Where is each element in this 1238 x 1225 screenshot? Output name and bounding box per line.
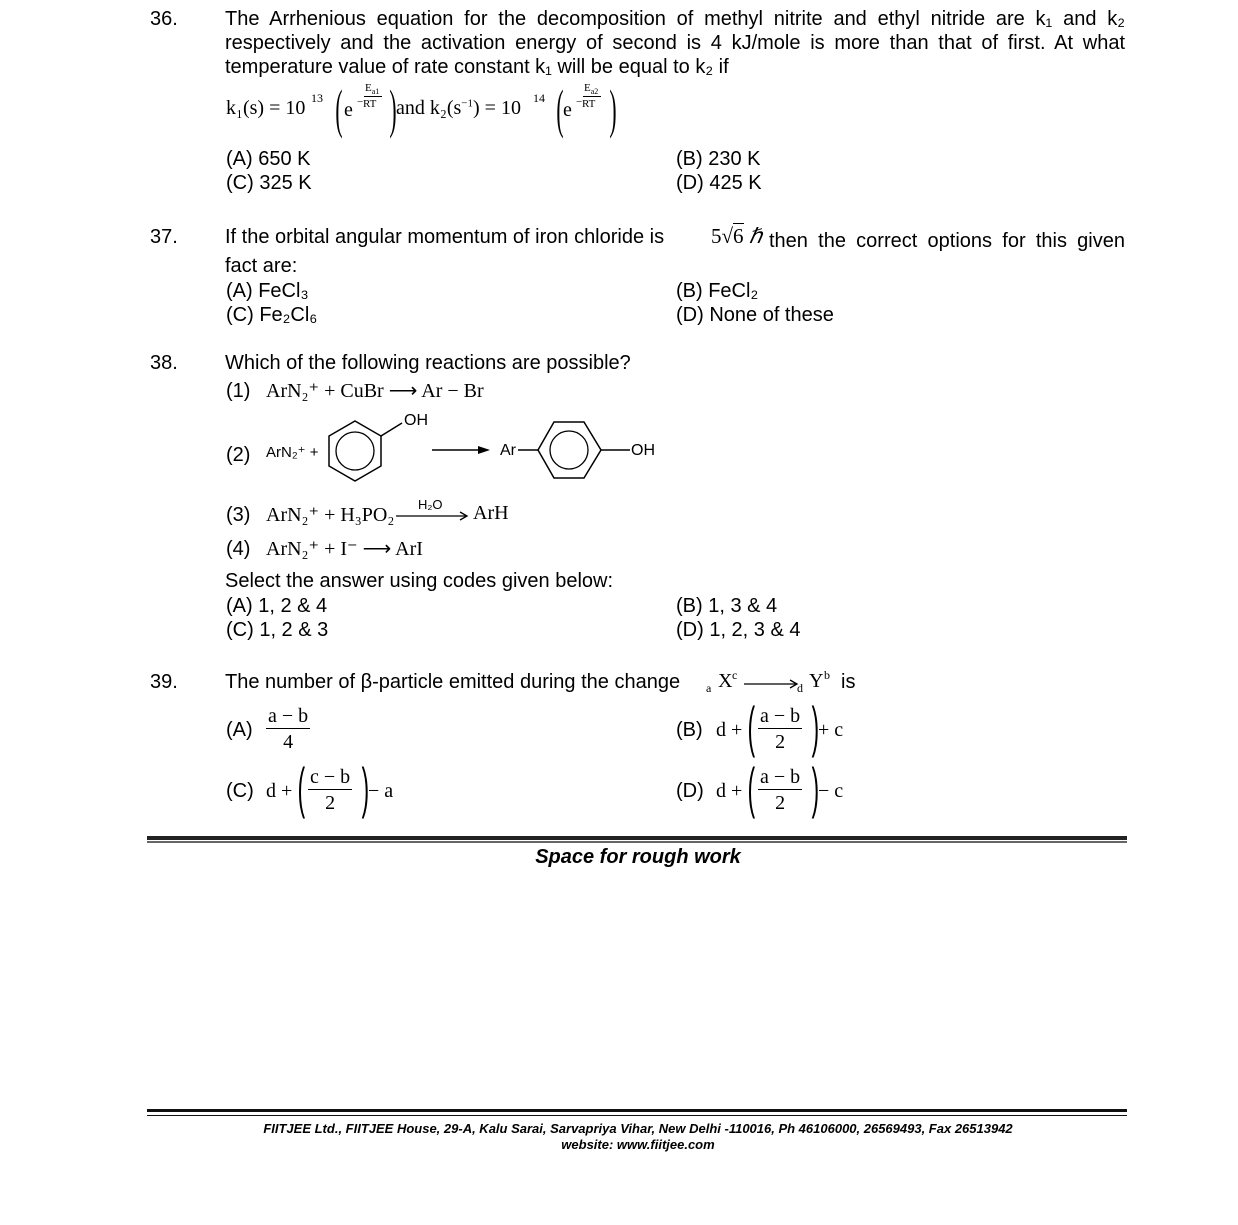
q39-option-c-paren-open: ( — [297, 756, 306, 819]
eq-rt1: RT — [363, 98, 377, 110]
reaction-3-over: H₂O — [418, 497, 443, 512]
q37-option-d[interactable]: (D) None of these — [676, 304, 834, 326]
eq-paren-open-2: ( — [556, 79, 564, 139]
reaction-3-arrow — [396, 510, 472, 522]
eq-minus-2: − — [576, 96, 583, 108]
q38-option-d[interactable]: (D) 1, 2, 3 & 4 — [676, 619, 801, 641]
phenol-ring — [329, 421, 381, 481]
reaction-3-left: ArN₂⁺ + H₃PO₂ — [266, 504, 395, 526]
eq-frac-line-2 — [583, 96, 601, 97]
q37-option-c[interactable]: (C) Fe₂Cl₆ — [226, 304, 318, 326]
eq-e2: e — [563, 99, 572, 121]
eq-mid: and $k_2(s^{-1}) = 10$ — [396, 97, 521, 119]
eq-k1: k₁(s) = 10 — [226, 97, 306, 119]
q38-option-a[interactable]: (A) 1, 2 & 4 — [226, 595, 328, 617]
question-37-sqrt: 5√6 ℏ — [711, 224, 763, 248]
question-39-text-pre: The number of β-particle emitted during the change — [225, 671, 681, 693]
reaction-2-arrowhead — [478, 446, 490, 454]
footer-address: FIITJEE Ltd., FIITJEE House, 29-A, Kalu Sarai, Sarvapriya Vihar, New Delhi -110016, Ph 46106000, 26569493, Fax 26513942 — [263, 1121, 1013, 1136]
q39-option-c-fraction: c − b 2 — [310, 766, 351, 814]
q36-option-b[interactable]: (B) 230 K — [676, 148, 761, 170]
eq-e1: e — [344, 99, 353, 121]
phenol-oh-bond — [381, 423, 402, 436]
question-37-text-post-line1: then the correct options for this given — [769, 230, 1125, 252]
q39-option-b-pre: d + — [716, 719, 743, 741]
question-38-select: Select the answer using codes given below: — [225, 570, 614, 592]
q39-option-d-fraction: a − b 2 — [760, 766, 801, 814]
q39-option-c-paren-close: ) — [361, 756, 370, 819]
question-38-text: Which of the following reactions are possible? — [225, 352, 631, 374]
q39-option-b-paren-close: ) — [811, 695, 820, 758]
product-ar-label: Ar — [500, 442, 516, 459]
footer-rule-thin — [147, 1115, 1127, 1116]
eq-exp2: 14 — [533, 91, 545, 105]
q39-option-b-paren-open: ( — [747, 695, 756, 758]
q38-option-b[interactable]: (B) 1, 3 & 4 — [676, 595, 778, 617]
reaction-2-reactant: ArN₂⁺ + — [266, 444, 319, 461]
q39-option-b-fraction: a − b 2 — [760, 705, 801, 753]
q39-option-a-fraction: a − b 4 — [268, 705, 309, 753]
reaction-3-right: ArH — [473, 502, 509, 524]
q39-option-c-label[interactable]: (C) — [226, 780, 254, 802]
q36-option-c[interactable]: (C) 325 K — [226, 172, 312, 194]
eq-paren-close-1: ) — [389, 79, 397, 139]
rough-work-rule-thin — [147, 841, 1127, 843]
reaction-3-label: (3) — [226, 504, 251, 526]
footer-rule — [147, 1109, 1127, 1112]
q39-option-d-paren-close: ) — [811, 756, 820, 819]
q36-option-d[interactable]: (D) 425 K — [676, 172, 762, 194]
reaction-1: ArN₂⁺ + CuBr ⟶ Ar − Br — [266, 380, 484, 402]
question-number-38: 38. — [150, 352, 178, 374]
rough-work-label: Space for rough work — [535, 846, 741, 868]
q39-option-c-post: − a — [368, 780, 394, 802]
eq-paren-close-2: ) — [609, 79, 617, 139]
question-number-39: 39. — [150, 671, 178, 693]
reaction-4: ArN₂⁺ + I⁻ ⟶ ArI — [266, 538, 423, 560]
reaction-2-label: (2) — [226, 444, 251, 466]
question-37-text-pre: If the orbital angular momentum of iron chloride is — [225, 226, 665, 248]
reaction-1-label: (1) — [226, 380, 251, 402]
q39-option-b-post: + c — [818, 719, 844, 741]
q39-option-d-label[interactable]: (D) — [676, 780, 704, 802]
question-39-text-post: is — [841, 671, 856, 693]
question-36-text: The Arrhenious equation for the decomposition of methyl nitrite and ethyl nitride are k₁ and k₂ respectively and the activation energy of second is 4 kJ/mole is more than that of first. At what temperature value of rate constant k₁ will be equal to k₂ if — [225, 8, 1125, 78]
eq-ea1: $E_{a1}$ — [365, 82, 380, 97]
eq-frac-line-1 — [364, 96, 382, 97]
phenol-oh-label: OH — [404, 412, 428, 429]
q39-option-d-paren-open: ( — [747, 756, 756, 819]
eq-exp1: 13 — [311, 91, 323, 105]
q39-option-c-pre: d + — [266, 780, 293, 802]
question-number-36: 36. — [150, 8, 178, 30]
footer-website: website: www.fiitjee.com — [561, 1137, 715, 1152]
product-oh-label: OH — [631, 442, 655, 459]
reaction-2-diagram — [318, 405, 688, 495]
q39-option-d-post: − c — [818, 780, 844, 802]
product-ring-inner — [550, 431, 588, 469]
q37-option-a[interactable]: (A) FeCl₃ — [226, 280, 309, 302]
reaction-4-label: (4) — [226, 538, 251, 560]
question-37-text-post-line2: fact are: — [225, 255, 298, 277]
question-39-nuclide: a X c d Y b — [706, 668, 830, 695]
eq-ea2: $E_{a2}$ — [584, 82, 599, 97]
q38-option-c[interactable]: (C) 1, 2 & 3 — [226, 619, 329, 641]
eq-rt2: RT — [582, 98, 596, 110]
q37-option-b[interactable]: (B) FeCl₂ — [676, 280, 759, 302]
rough-work-rule — [147, 836, 1127, 840]
q36-option-a[interactable]: (A) 650 K — [226, 148, 311, 170]
q39-option-d-pre: d + — [716, 780, 743, 802]
q39-option-b-label[interactable]: (B) — [676, 719, 703, 741]
q39-option-a-label[interactable]: (A) — [226, 719, 253, 741]
phenol-ring-inner — [336, 432, 374, 470]
question-number-37: 37. — [150, 226, 178, 248]
eq-minus-1: − — [357, 96, 364, 108]
eq-paren-open-1: ( — [335, 79, 343, 139]
